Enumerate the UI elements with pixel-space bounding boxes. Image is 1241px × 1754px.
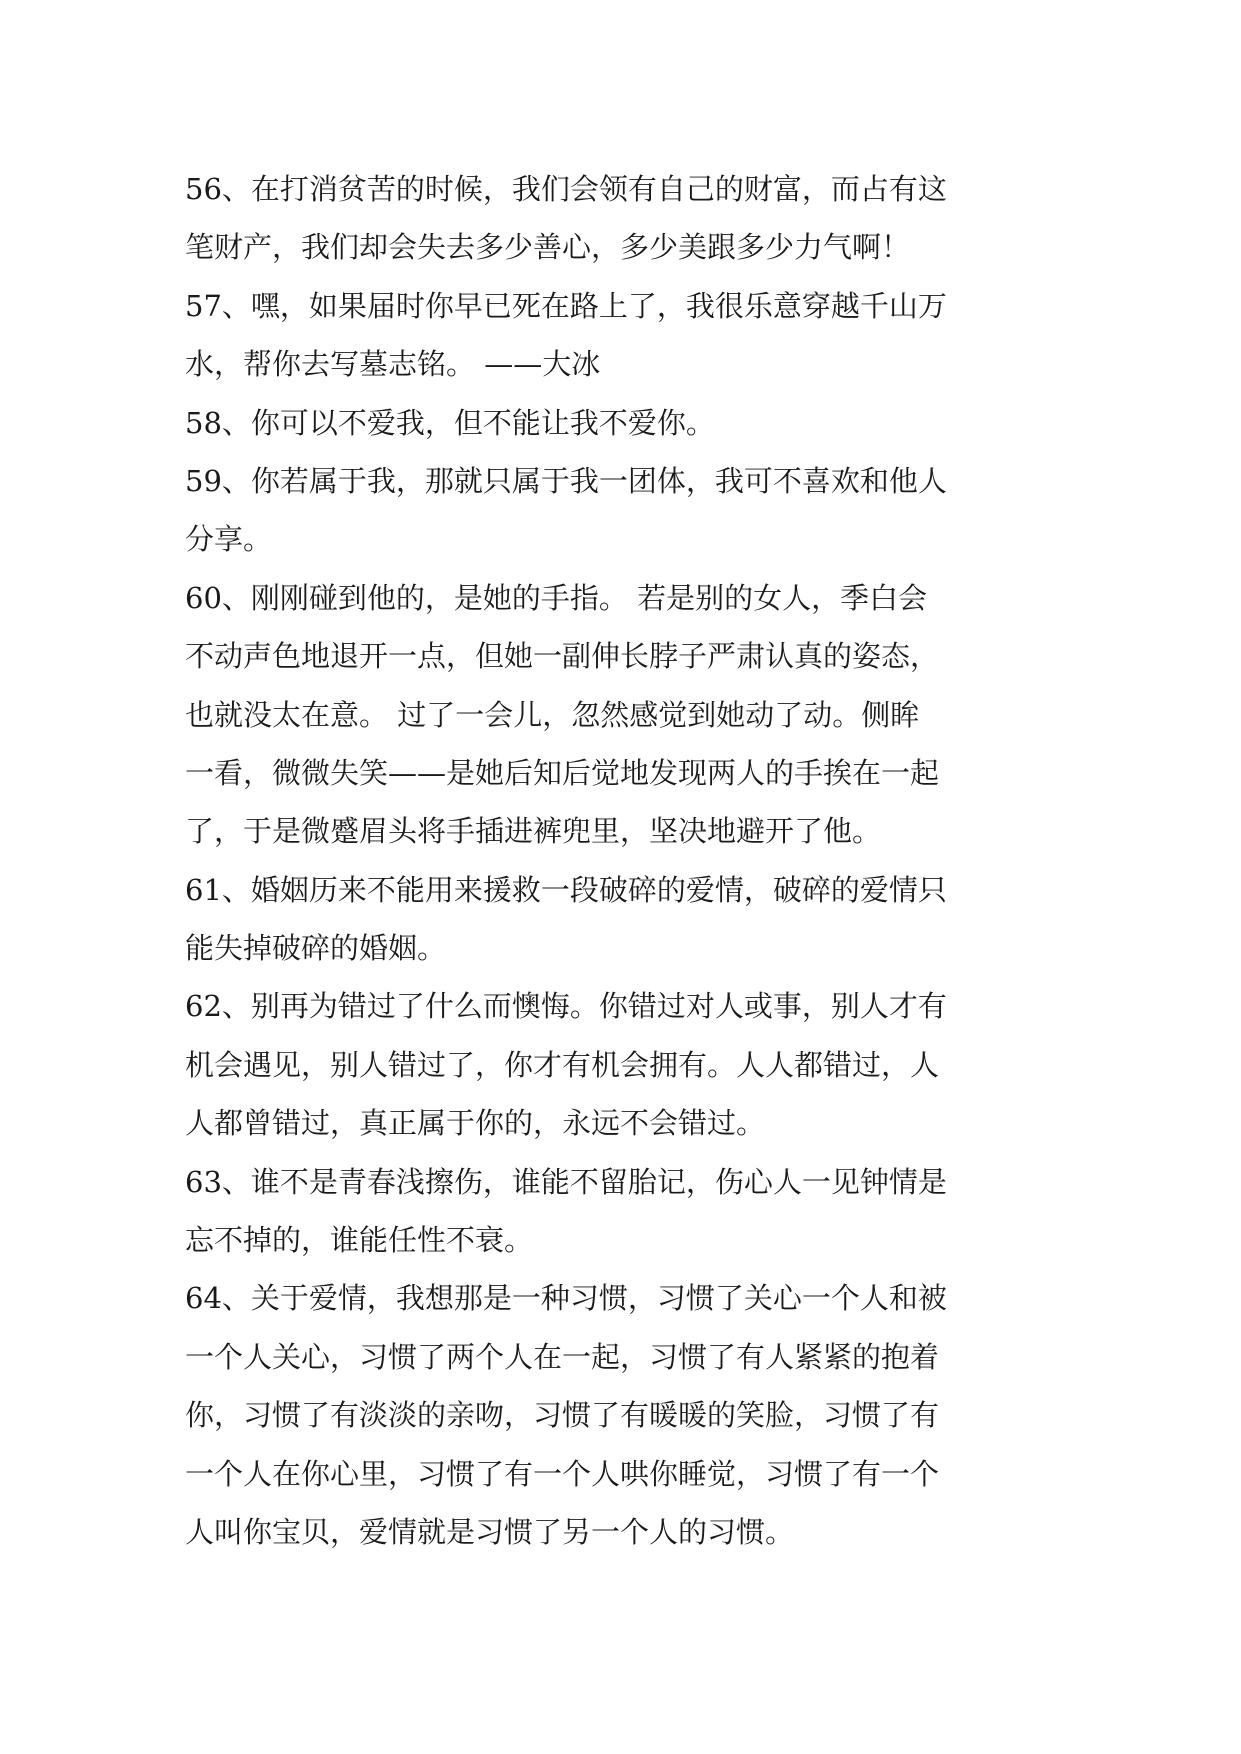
text-line: 57、嘿，如果届时你早已死在路上了，我很乐意穿越千山万 [185, 288, 947, 323]
text-line: 56、在打消贫苦的时候，我们会领有自己的财富，而占有这 [185, 172, 947, 206]
text-line: 59、你若属于我，那就只属于我一团体，我可不喜欢和他人 [185, 463, 947, 498]
text-line: 不动声色地退开一点，但她一副伸长脖子严肃认真的姿态， [185, 639, 940, 674]
text-line: 61、婚姻历来不能用来援救一段破碎的爱情，破碎的爱情只 [185, 872, 947, 907]
document-body [185, 160, 1065, 1561]
text-line: 了，于是微蹙眉头将手插进裤兜里，坚决地避开了他。 [185, 814, 882, 849]
text-line: 你，习惯了有淡淡的亲吻，习惯了有暖暖的笑脸，习惯了有 [185, 1398, 940, 1433]
text-line: 分享。 [185, 522, 273, 557]
text-line: 60、刚刚碰到他的，是她的手指。 若是别的女人，季白会 [185, 580, 928, 615]
text-line: 人都曾错过，真正属于你的，永远不会错过。 [185, 1106, 766, 1141]
text-line: 也就没太在意。 过了一会儿，忽然感觉到她动了动。侧眸 [185, 697, 920, 732]
text-line: 笔财产，我们却会失去多少善心，多少美跟多少力气啊！ [185, 230, 911, 265]
text-line: 人叫你宝贝，爱情就是习惯了另一个人的习惯。 [185, 1514, 795, 1549]
text-line: 64、关于爱情，我想那是一种习惯，习惯了关心一个人和被 [185, 1281, 947, 1316]
text-line: 62、别再为错过了什么而懊悔。你错过对人或事，别人才有 [185, 989, 947, 1024]
text-line: 一个人在你心里，习惯了有一个人哄你睡觉，习惯了有一个 [185, 1456, 940, 1491]
text-line: 63、谁不是青春浅擦伤，谁能不留胎记，伤心人一见钟情是 [185, 1164, 947, 1199]
text-line: 水，帮你去写墓志铭。 ——大冰 [185, 347, 601, 382]
text-line: 忘不掉的，谁能任性不衰。 [185, 1223, 534, 1258]
text-line: 一看，微微失笑——是她后知后觉地发现两人的手挨在一起 [185, 755, 940, 790]
text-line: 一个人关心，习惯了两个人在一起，习惯了有人紧紧的抱着 [185, 1339, 940, 1374]
text-line: 能失掉破碎的婚姻。 [185, 931, 447, 966]
text-line: 58、你可以不爱我，但不能让我不爱你。 [185, 405, 715, 440]
text-line: 机会遇见，别人错过了，你才有机会拥有。人人都错过，人 [185, 1047, 940, 1082]
